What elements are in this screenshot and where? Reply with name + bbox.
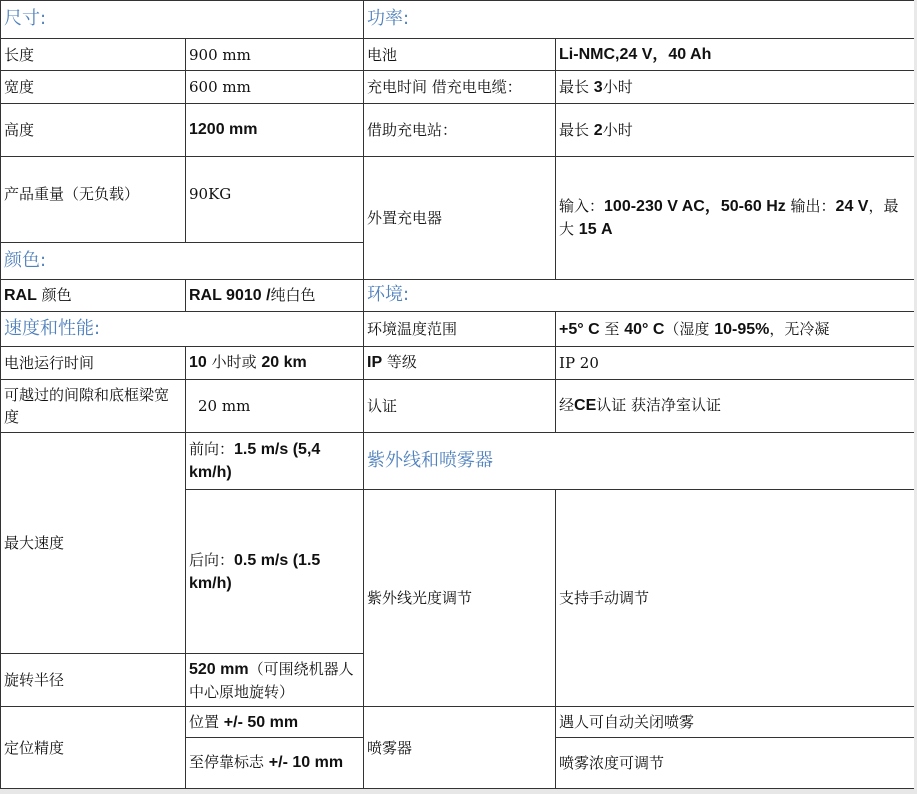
- station-charge-value: 最长 2小时: [556, 104, 915, 157]
- temperature-value: +5° C 至 40° C（湿度 10-95%，无冷凝: [556, 312, 915, 347]
- battery-value: Li-NMC,24 V，40 Ah: [556, 38, 915, 71]
- runtime-label: 电池运行时间: [1, 346, 186, 379]
- backward-speed: 后向：0.5 m/s (1.5 km/h): [186, 489, 364, 653]
- forward-speed: 前向：1.5 m/s (5,4 km/h): [186, 432, 364, 489]
- cable-charge-label: 充电时间 借充电电缆：: [364, 71, 556, 104]
- height-label: 高度: [1, 104, 186, 157]
- precision-label: 定位精度: [1, 707, 186, 789]
- color-heading: 颜色:: [1, 242, 364, 279]
- height-value: 1200 mm: [186, 104, 364, 157]
- ral-label: RAL 颜色: [1, 279, 186, 312]
- uv-intensity-value: 支持手动调节: [556, 489, 915, 706]
- weight-value: 90KG: [186, 157, 364, 243]
- gap-label: 可越过的间隙和底框梁宽度: [1, 379, 186, 432]
- power-heading: 功率:: [364, 1, 915, 39]
- length-label: 长度: [1, 38, 186, 71]
- ip-label: IP 等级: [364, 346, 556, 379]
- dock-precision: 至停靠标志 +/- 10 mm: [186, 737, 364, 788]
- max-speed-label: 最大速度: [1, 432, 186, 653]
- cable-charge-value: 最长 3小时: [556, 71, 915, 104]
- charger-label: 外置充电器: [364, 157, 556, 279]
- position-precision: 位置 +/- 50 mm: [186, 707, 364, 738]
- turn-radius-value: 520 mm（可围绕机器人中心原地旋转）: [186, 654, 364, 707]
- performance-heading: 速度和性能:: [1, 312, 364, 347]
- temperature-label: 环境温度范围: [364, 312, 556, 347]
- certification-label: 认证: [364, 379, 556, 432]
- sprayer-value-auto: 遇人可自动关闭喷雾: [556, 707, 915, 738]
- ip-value: IP 20: [556, 346, 915, 379]
- width-value: 600 mm: [186, 71, 364, 104]
- runtime-value: 10 小时或 20 km: [186, 346, 364, 379]
- station-charge-label: 借助充电站：: [364, 104, 556, 157]
- environment-heading: 环境:: [364, 279, 915, 312]
- certification-value: 经CE认证 获洁净室认证: [556, 379, 915, 432]
- ral-value: RAL 9010 /纯白色: [186, 279, 364, 312]
- sprayer-value-concentration: 喷雾浓度可调节: [556, 737, 915, 788]
- turn-radius-label: 旋转半径: [1, 654, 186, 707]
- size-heading: 尺寸:: [1, 1, 364, 39]
- weight-label: 产品重量（无负载）: [1, 157, 186, 243]
- page-edge-bottom: [0, 789, 917, 794]
- uv-heading: 紫外线和喷雾器: [364, 432, 915, 489]
- length-value: 900 mm: [186, 38, 364, 71]
- width-label: 宽度: [1, 71, 186, 104]
- sprayer-label: 喷雾器: [364, 707, 556, 789]
- uv-intensity-label: 紫外线光度调节: [364, 489, 556, 706]
- charger-value: 输入：100-230 V AC，50-60 Hz 输出：24 V，最大 15 A: [556, 157, 915, 279]
- gap-value: 20 mm: [186, 379, 364, 432]
- battery-label: 电池: [364, 38, 556, 71]
